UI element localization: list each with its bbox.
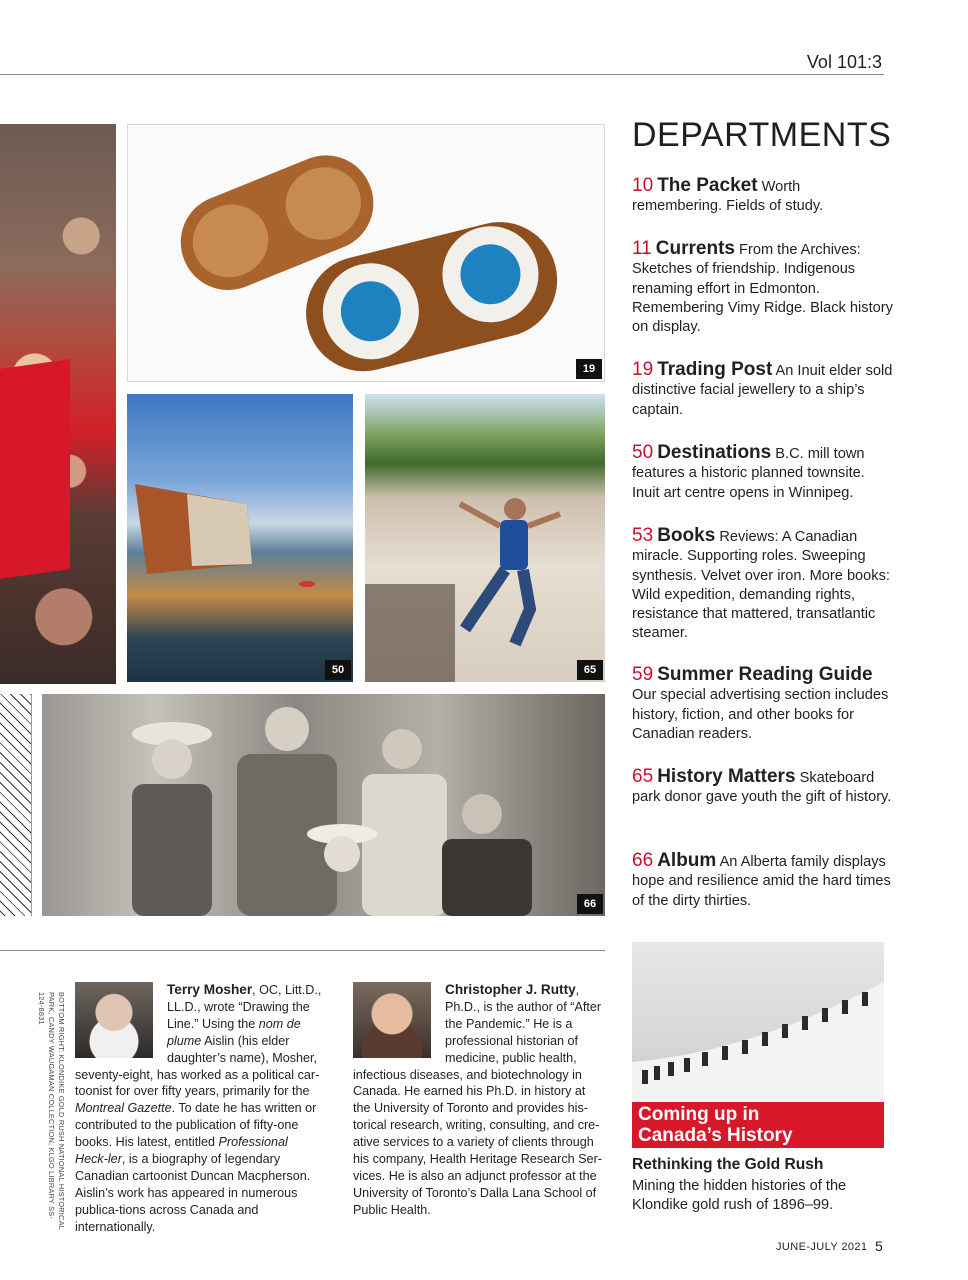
next-issue-desc: Mining the hidden histories of the Klondike gold rush of 1896–99.	[632, 1178, 847, 1213]
department-item[interactable]	[632, 360, 894, 420]
department-page: 10	[632, 175, 654, 196]
department-desc: From the Archives: Sketches of friendship. Indigenous renaming effort in Edmonton. Remembering Vimy Ridge. Black history on display.	[632, 242, 893, 336]
ship-photo	[127, 394, 353, 682]
department-item[interactable]	[632, 851, 894, 911]
department-desc: An Inuit elder sold distinctive facial jewellery to a ship’s captain.	[632, 363, 893, 418]
bio-text: . To date he has written or contributed to the publication of fifty-one books. His latest, entitled	[75, 1101, 317, 1150]
banner-line: Coming up in	[638, 1104, 760, 1125]
department-name: History Matters	[657, 766, 796, 787]
page-badge: 19	[576, 359, 602, 379]
department-item[interactable]	[632, 526, 894, 644]
contributor-name: Christopher J. Rutty	[445, 982, 576, 997]
ship-illustration	[127, 394, 353, 682]
department-desc: Reviews: A Canadian miracle. Supporting roles. Sweeping synthesis. Velvet over iron. More books: Wild expedition, demanding rights, resistance that mattered, transatlantic steamer.	[632, 529, 890, 642]
department-item[interactable]	[632, 767, 894, 808]
department-page: 59	[632, 664, 654, 685]
department-desc: An Alberta family displays hope and resilience amid the hard times of the dirty thirties.	[632, 854, 891, 909]
contributor-bio-mosher	[75, 982, 322, 1236]
bio-italic: Professional Heck-ler	[75, 1135, 288, 1167]
department-name: Trading Post	[657, 359, 773, 380]
klondike-photo	[632, 942, 884, 1102]
contributor-name: Terry Mosher	[167, 982, 253, 997]
department-desc: B.C. mill town features a historic planned townsite. Inuit art centre opens in Winnipeg.	[632, 446, 865, 501]
department-desc: Worth remembering. Fields of study.	[632, 179, 824, 215]
family-photo	[42, 694, 605, 916]
skateboard-photo	[365, 394, 605, 682]
departments-heading: DEPARTMENTS	[632, 116, 892, 154]
coming-up-banner	[632, 1102, 884, 1148]
page-badge: 66	[577, 894, 603, 914]
bio-text: , is a biography of legendary Canadian cartoonist Duncan Macpherson. Aislin’s work has appeared in numerous publica-tions across Canada and internationally.	[75, 1152, 311, 1234]
skater-illustration	[365, 394, 605, 682]
department-item[interactable]	[632, 665, 894, 744]
portrait-mosher	[75, 982, 153, 1058]
bio-italic: Montreal Gazette	[75, 1101, 172, 1116]
department-desc: Our special advertising section includes history, fiction, and other books for Canadian readers.	[632, 687, 889, 742]
bio-italic: nom de plume	[167, 1016, 301, 1048]
family-illustration	[42, 694, 605, 916]
section-rule	[0, 950, 605, 951]
banner-line: Canada’s History	[638, 1125, 793, 1146]
portrait-rutty	[353, 982, 431, 1058]
department-name: Destinations	[657, 442, 772, 463]
next-issue-title: Rethinking the Gold Rush	[632, 1156, 824, 1173]
page-number: 5	[875, 1238, 883, 1254]
cartoon-sketch	[0, 694, 32, 916]
department-page: 19	[632, 359, 654, 380]
department-item[interactable]	[632, 176, 894, 217]
red-flag-shape	[0, 359, 70, 579]
compacts-illustration	[128, 125, 605, 382]
department-name: Books	[657, 525, 716, 546]
volume-label: Vol 101:3	[806, 52, 882, 72]
department-name: Currents	[655, 238, 735, 259]
bio-text: , Ph.D., is the author of “After the Pandemic.” He is a professional historian of medicine, public health, infectious diseases, and biotechnology in Canada. He earned his Ph.D. in history at the University of Toronto and provides his-torical research, writing, consulting, and cre-ative services to a variety of clients through his company, Health Heritage Research Ser-vices. He is also an adjunct professor at the University of Toronto’s Dalla Lana School of Public Health.	[353, 983, 602, 1217]
page-badge: 65	[577, 660, 603, 680]
department-item[interactable]	[632, 239, 894, 337]
department-name: Summer Reading Guide	[657, 664, 873, 685]
bio-text: Aislin (his elder daughter’s name), Mosher, seventy-eight, has worked as a political car-toonist for over fifty years, primarily for the	[75, 1033, 320, 1099]
photo-credit: BOTTOM RIGHT: KLONDIKE GOLD RUSH NATIONAL HISTORICAL PARK, CANDY WAUGAMAN COLLECTION, KLGO LIBRARY SS-124-8831	[37, 992, 66, 1230]
issue-date: JUNE-JULY 2021	[776, 1241, 868, 1253]
department-page: 53	[632, 525, 654, 546]
department-name: The Packet	[657, 175, 758, 196]
department-page: 66	[632, 850, 654, 871]
department-page: 11	[632, 238, 652, 259]
department-item[interactable]	[632, 443, 894, 503]
department-name: Album	[657, 850, 717, 871]
top-rule	[0, 74, 884, 75]
contributor-bio-rutty	[353, 982, 605, 1219]
department-page: 65	[632, 766, 654, 787]
department-page: 50	[632, 442, 654, 463]
klondike-illustration	[632, 942, 884, 1102]
page-badge: 50	[325, 660, 351, 680]
department-desc: Skateboard park donor gave youth the gift of history.	[632, 770, 892, 806]
compacts-photo	[127, 124, 605, 382]
bio-text: , OC, Litt.D., LL.D., wrote “Drawing the Line.” Using the	[167, 983, 322, 1031]
crowd-photo	[0, 124, 116, 684]
